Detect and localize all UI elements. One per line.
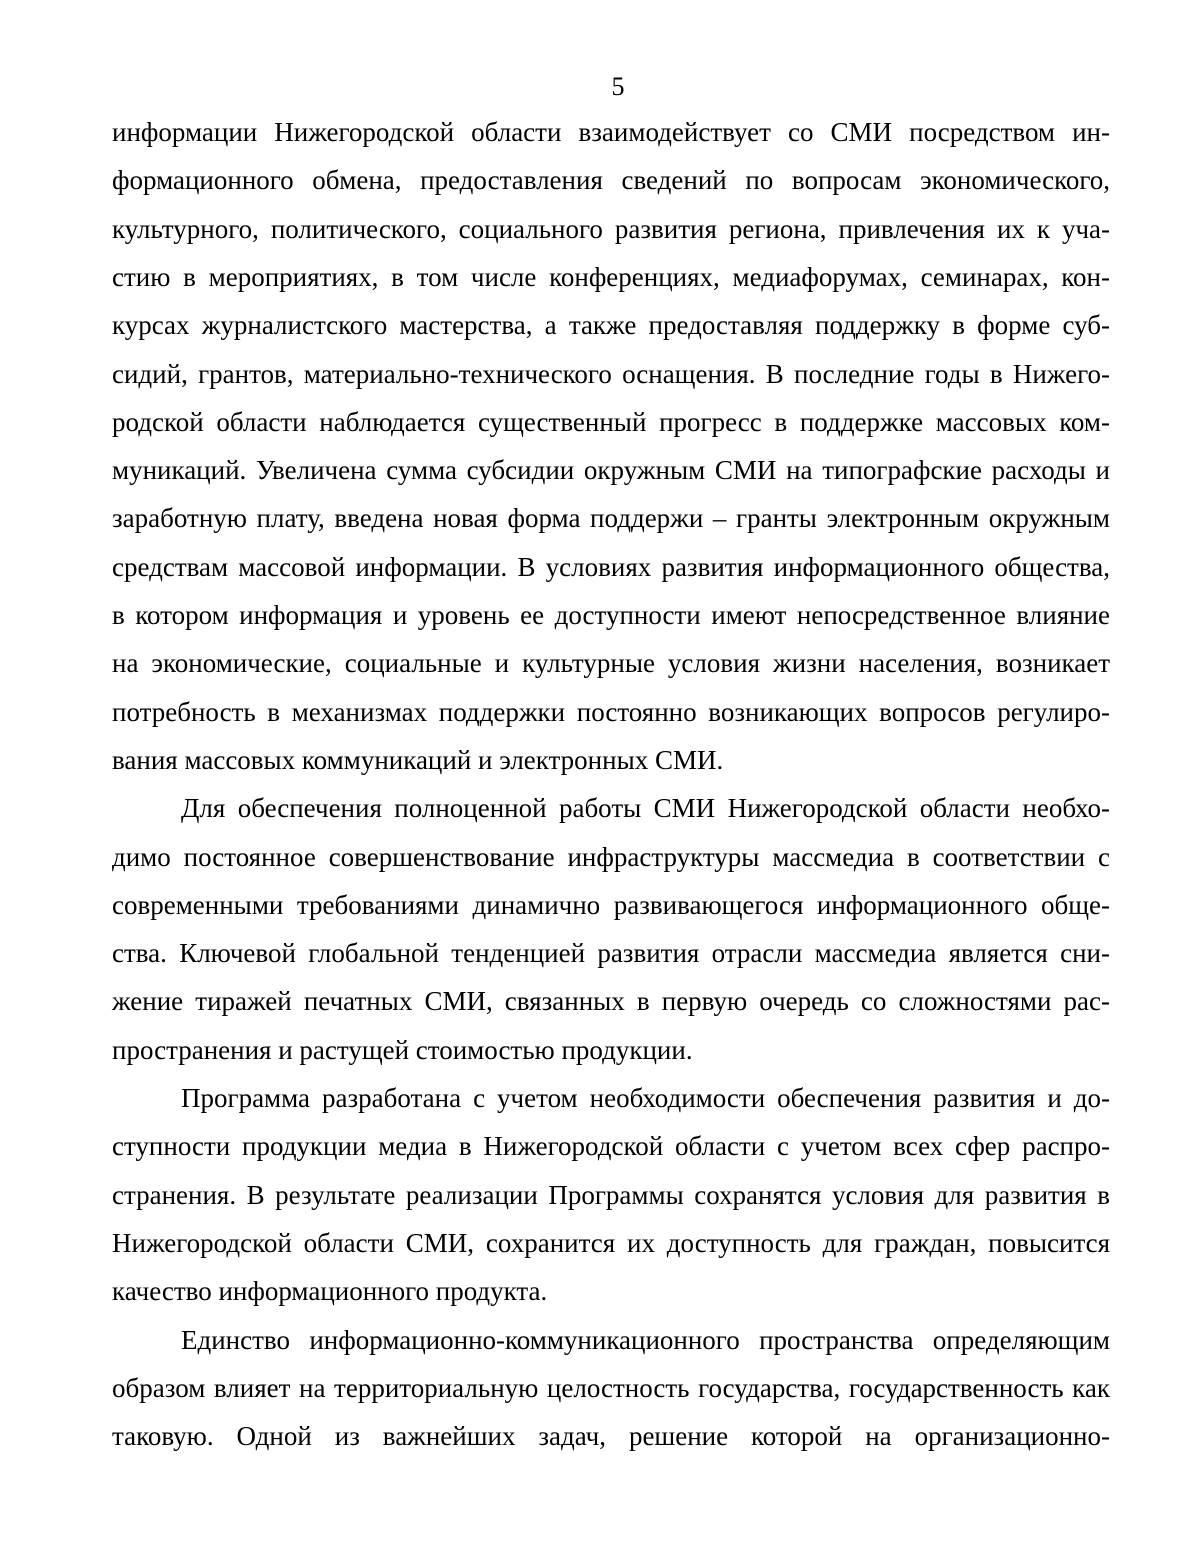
text-line: жение тиражей печатных СМИ, связанных в первую очередь со сложностями рас- [112,986,1110,1016]
text-line: в котором информация и уровень ее доступности имеют непосредственное влияние [112,600,1110,630]
text-line: родской области наблюдается существенный прогресс в поддержке массовых ком- [112,407,1110,437]
text-line: потребность в механизмах поддержки постоянно возникающих вопросов регулиро- [112,697,1110,727]
text-line: качество информационного продукта. [112,1276,548,1306]
text-line: ступности продукции медиа в Нижегородской области с учетом всех сфер распро- [112,1131,1110,1161]
text-line: димо постоянное совершенствование инфраструктуры массмедиа в соответствии с [112,842,1110,872]
text-line: стию в мероприятиях, в том числе конференциях, медиафорумах, семинарах, кон- [112,262,1110,292]
text-line: сидий, грантов, материально-технического оснащения. В последние годы в Нижего- [112,359,1110,389]
text-line: муникаций. Увеличена сумма субсидии окружным СМИ на типографские расходы и [112,455,1110,485]
text-line: Единство информационно-коммуникационного пространства определяющим [181,1325,1110,1355]
text-line: формационного обмена, предоставления сведений по вопросам экономического, [112,165,1110,195]
page-number: 5 [611,72,625,101]
text-line: современными требованиями динамично развивающегося информационного обще- [112,890,1110,920]
text-line: информации Нижегородской области взаимодействует со СМИ посредством ин- [112,117,1110,147]
text-line: образом влияет на территориальную целостность государства, государственность как [112,1373,1110,1403]
text-line: странения. В результате реализации Программы сохранятся условия для развития в [112,1180,1110,1210]
text-line: заработную плату, введена новая форма поддержи – гранты электронным окружным [112,503,1110,533]
text-line: пространения и растущей стоимостью продукции. [112,1035,693,1065]
text-line: средствам массовой информации. В условиях развития информационного общества, [112,552,1110,582]
text-line: Программа разработана с учетом необходимости обеспечения развития и до- [181,1083,1110,1113]
text-line: на экономические, социальные и культурные условия жизни населения, возникает [112,648,1110,678]
text-line: курсах журналистского мастерства, а также предоставляя поддержку в форме суб- [112,310,1110,340]
text-line: ства. Ключевой глобальной тенденцией развития отрасли массмедиа является сни- [112,938,1110,968]
text-line: культурного, политического, социального развития региона, привлечения их к уча- [112,214,1110,244]
text-line: Для обеспечения полноценной работы СМИ Нижегородской области необхо- [181,793,1110,823]
text-line: таковую. Одной из важнейших задач, решение которой на организационно- [112,1421,1110,1451]
text-line: Нижегородской области СМИ, сохранится их доступность для граждан, повысится [112,1228,1110,1258]
text-line: вания массовых коммуникаций и электронных СМИ. [112,745,724,775]
